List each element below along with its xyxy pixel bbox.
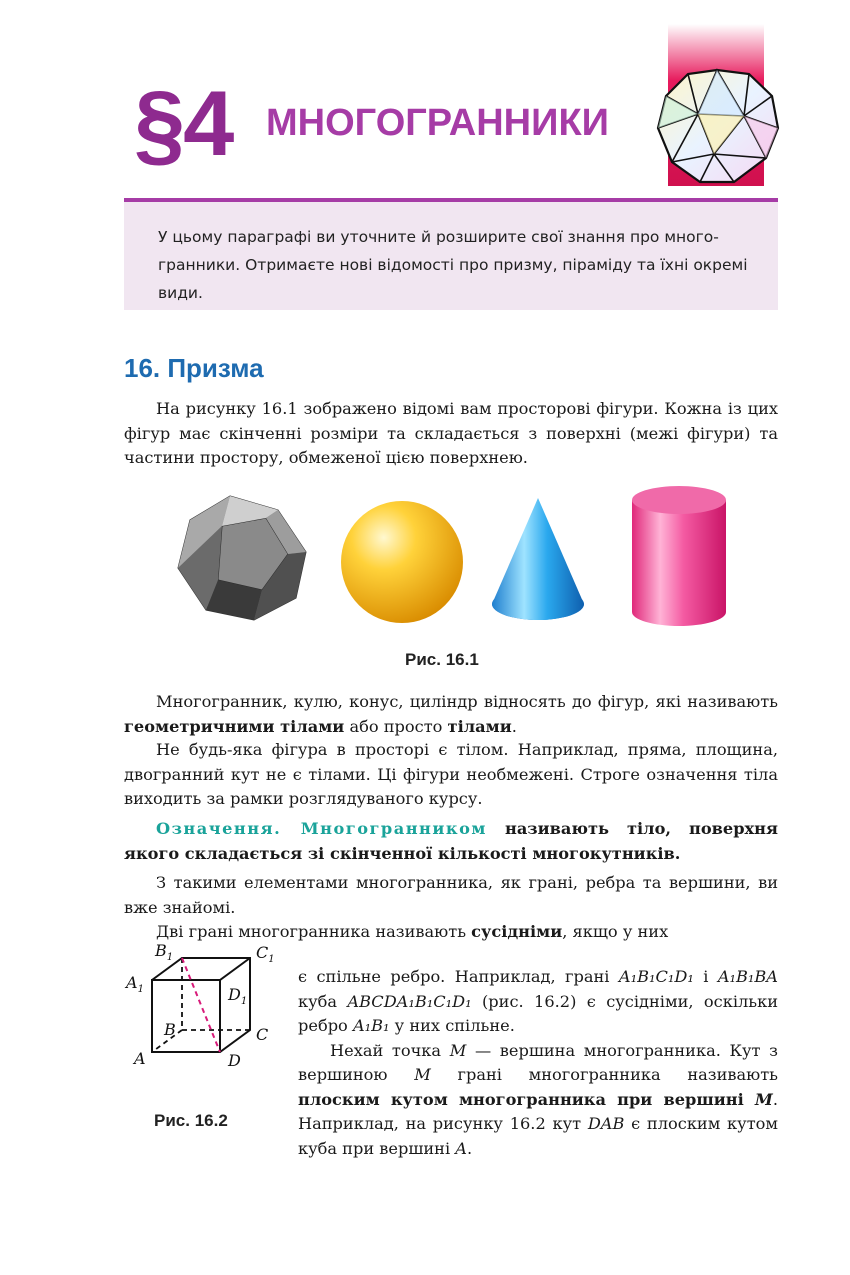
figure-16-1-caption: Рис. 16.1 [405, 650, 479, 669]
section-title: 16. Призма [124, 353, 264, 383]
paragraph-plane-angle [298, 1039, 778, 1162]
intro-line: гранники. Отримаєте нові відомості про призму, піраміду та їхні окремі [158, 256, 748, 274]
paragraph-intro: На рисунку 16.1 зображено відомі вам просторові фігури. Кожна із цих фігур має скінченні розміри та складається з поверхні (межі фігури) та частини простору, обмеженої цією поверхнею. [124, 399, 778, 467]
text-run: є спільне ребро. Наприклад, грані [298, 967, 619, 986]
intro-text [158, 223, 754, 307]
cube-label-a1: $A_1$ [126, 973, 144, 995]
paragraph-elements: З такими елементами многогранника, як грані, ребра та вершини, ви вже знайомі. [124, 873, 778, 917]
text-run: грані многогранника називають [430, 1065, 778, 1084]
text-run: Дві грані многогранника називають [156, 922, 472, 941]
text-run: Нехай точка [330, 1040, 450, 1060]
paragraph-adjacent-faces [124, 920, 778, 945]
formula-face: A₁B₁C₁D₁ [618, 967, 694, 986]
formula-angle: DAB [587, 1114, 625, 1133]
chapter-number: §4 [134, 73, 233, 175]
formula-vertex: M [754, 1089, 773, 1109]
text-run: (рис. 16.2) є сусідніми, оскільки ребро [298, 991, 778, 1035]
adjacent-faces-example [298, 965, 778, 1161]
text-run: і [693, 967, 718, 986]
term-geometric-bodies: геометричними тілами [124, 716, 345, 736]
term-bodies: тілами [447, 716, 512, 736]
cube-label-d: D [228, 1051, 241, 1070]
text-run: , якщо у них [562, 922, 669, 941]
formula-vertex: M [449, 1040, 467, 1060]
definition-label: Означення. Многогранником [156, 819, 487, 838]
cube-label-c1: $C_1$ [256, 943, 275, 965]
cone-icon [492, 498, 584, 620]
text-run: куба [298, 991, 348, 1011]
sphere-icon [341, 501, 463, 623]
figure-16-1 [170, 482, 730, 632]
intro-line: види. [158, 284, 203, 302]
formula-cube: ABCDA₁B₁C₁D₁ [347, 991, 472, 1011]
text-run: у них спільне. [389, 1016, 515, 1035]
term-adjacent: сусідніми [471, 922, 563, 941]
chapter-title: МНОГОГРАННИКИ [266, 102, 609, 144]
text-run: . [511, 716, 517, 736]
formula-edge: A₁B₁ [352, 1016, 390, 1035]
cylinder-icon [632, 486, 726, 626]
cube-label-b: B [164, 1020, 176, 1039]
text-run: Многогранник, кулю, конус, циліндр відносять до фігур, які називають [156, 692, 778, 711]
formula-face: A₁B₁BA [717, 967, 778, 986]
polyhedron-emblem-icon [654, 24, 780, 186]
paragraph-bodies [124, 690, 778, 739]
dodecahedron-icon [178, 496, 306, 620]
intro-line: У цьому параграфі ви уточните й розширите свої знання про много- [158, 228, 719, 246]
paragraph-not-bodies: Не будь-яка фігура в просторі є тілом. Наприклад, пряма, площина, двогранний кут не є тілами. Ці фігури необмежені. Строге означення тіла виходить за рамки розглядуваного курсу. [124, 740, 778, 808]
formula-vertex: A [455, 1138, 467, 1158]
text-run: . [466, 1138, 473, 1158]
text-run: — вершина многогранника. Кут з вершиною [298, 1040, 778, 1084]
cube-label-b1: $B_1$ [155, 941, 174, 963]
figure-16-2-caption: Рис. 16.2 [154, 1111, 228, 1130]
text-run: є плоским кутом куба при вершині [298, 1114, 778, 1158]
cube-label-d1: $D_1$ [228, 985, 248, 1007]
term-plane-angle: плоским кутом многогранника при вершині [298, 1089, 755, 1109]
figure-16-2-cube [124, 941, 284, 1098]
definition-polyhedron [124, 817, 778, 866]
formula-vertex: M [414, 1065, 431, 1084]
cube-label-a: A [134, 1049, 146, 1068]
text-run: або просто [344, 716, 448, 736]
cube-label-c: C [256, 1025, 269, 1044]
text-run: . Наприклад, на рисунку 16.2 кут [298, 1089, 778, 1133]
definition-body: називають тіло, поверхня якого складається зі скінченної кількості многокутників. [124, 819, 778, 863]
